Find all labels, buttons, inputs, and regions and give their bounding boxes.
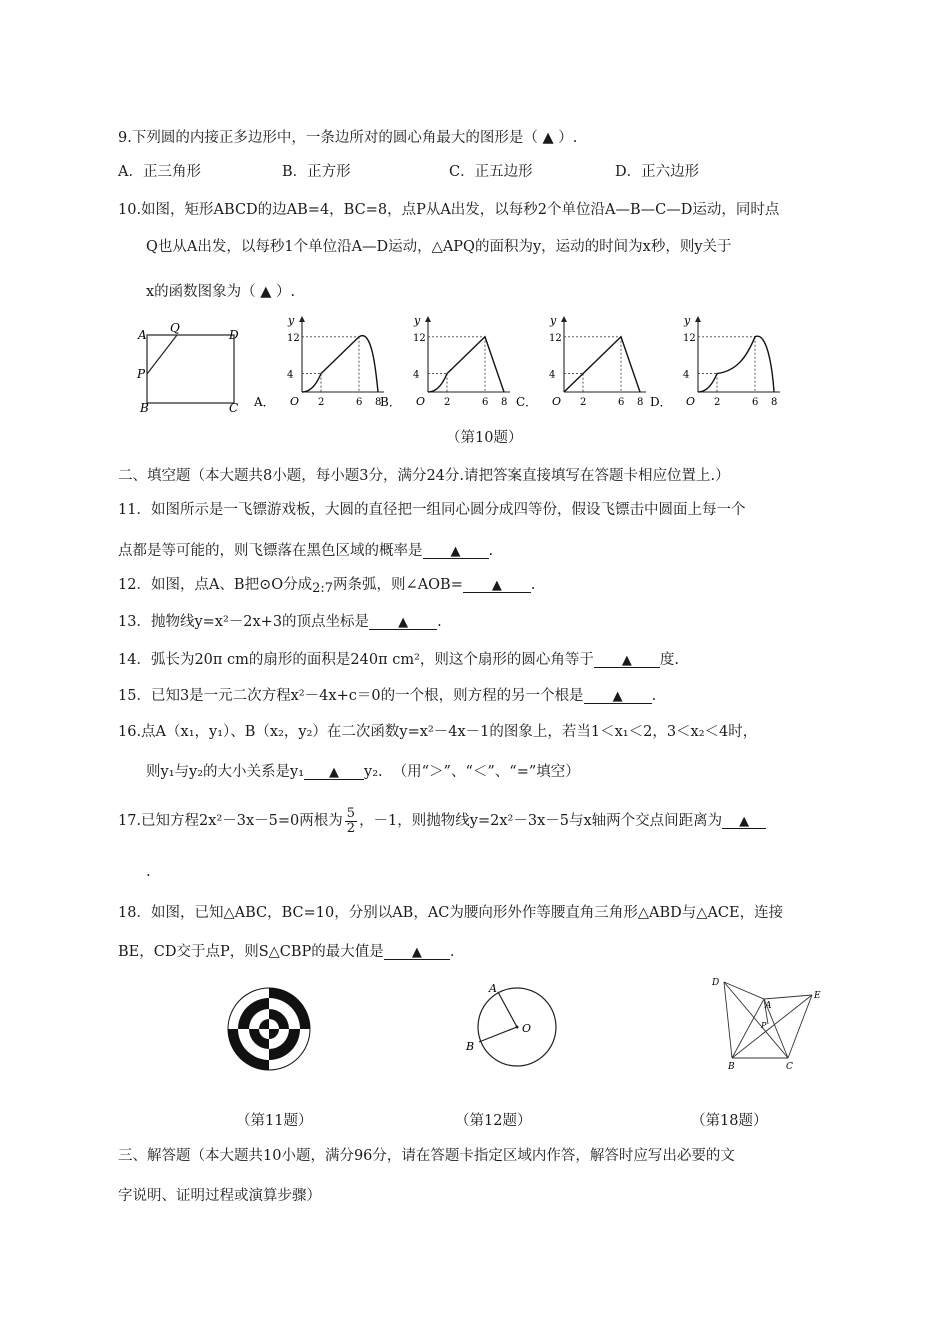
q10-graph-option-a: [254, 312, 384, 412]
label-d: D: [229, 328, 239, 342]
label-e: E: [814, 991, 821, 1001]
x-tick-label: 8: [771, 397, 778, 408]
y-tick-label: 12: [549, 332, 562, 344]
y-axis-label: y: [684, 314, 691, 327]
label-b: B: [466, 1040, 475, 1053]
y-tick-label: 12: [683, 332, 696, 344]
origin-label: O: [290, 395, 300, 408]
q17-tail: .: [146, 864, 151, 880]
label-q: Q: [170, 321, 180, 335]
fig12-caption: （第12题）: [455, 1113, 532, 1129]
y-tick-label: 12: [413, 332, 426, 344]
label-a: A: [765, 1001, 772, 1011]
option-letter: B．: [380, 395, 401, 409]
fig12-circle: [462, 980, 558, 1072]
x-tick-label: 2: [580, 397, 587, 408]
section-3-heading-line2: 字说明、证明过程或演算步骤）: [118, 1188, 321, 1204]
radius-oa: [498, 992, 517, 1027]
answer-blank: ▲: [369, 612, 437, 630]
label-b: B: [728, 1062, 735, 1072]
q10-graph-option-c: [516, 312, 646, 412]
segment-pq: [147, 335, 177, 374]
label-a: A: [489, 982, 497, 995]
fig11-caption: （第11题）: [236, 1113, 313, 1129]
x-tick-label: 2: [714, 397, 721, 408]
fig11-dartboard: [226, 986, 312, 1072]
y-tick-label: 4: [683, 369, 690, 381]
origin-label: O: [552, 395, 562, 408]
y-axis-label: y: [414, 314, 421, 327]
section-2-heading: 二、填空题（本大题共8小题，每小题3分，满分24分.请把答案直接填写在答题卡相应位置上.）: [118, 468, 730, 484]
y-axis-arrow: [561, 316, 567, 322]
q10-line3: x的函数图象为（ ▲ ）.: [146, 284, 296, 300]
x-tick-label: 6: [482, 397, 489, 408]
ratio: 2:7: [312, 581, 334, 596]
x-tick-label: 6: [752, 397, 759, 408]
x-tick-label: 2: [444, 397, 451, 408]
answer-blank: ▲: [384, 942, 450, 960]
label-c: C: [786, 1062, 793, 1072]
function-curve: [302, 336, 378, 392]
y-tick-label: 4: [549, 369, 556, 381]
rectangle-abcd: [147, 335, 234, 403]
answer-blank: ▲: [423, 541, 489, 559]
y-axis-arrow: [425, 316, 431, 322]
y-axis-label: y: [550, 314, 557, 327]
q10-graph-option-d: [650, 312, 780, 412]
q10-line2: Q也从A出发，以每秒1个单位沿A—D运动，△APQ的面积为y，运动的时间为x秒，则y关于: [146, 239, 732, 255]
function-curve: [698, 336, 774, 392]
fraction: $\frac{5}{2}$: [346, 805, 356, 836]
radius-ob: [479, 1027, 517, 1042]
label-p: P: [137, 367, 146, 381]
origin-label: O: [416, 395, 426, 408]
origin-label: O: [686, 395, 696, 408]
q16-line2: 则y₁与y₂的大小关系是y₁ ▲ y₂. （用“＞”、“＜”、“=”填空）: [146, 764, 580, 780]
q9-option-c: C．正五边形: [449, 164, 533, 180]
q10-line1: 10.如图，矩形ABCD的边AB=4，BC=8，点P从A出发，以每秒2个单位沿A—B—C—D运动，同时点: [118, 202, 780, 218]
option-letter: D．: [650, 395, 672, 409]
y-axis-label: y: [288, 314, 295, 327]
q17-line: 17.已知方程2x²－3x－5=0两根为 $\frac{5}{2}$ ，－1，则抛物线y=2x²－3x－5与x轴两个交点间距离为 ▲: [118, 806, 766, 836]
x-tick-label: 8: [501, 397, 508, 408]
label-c: C: [229, 401, 239, 412]
section-3-heading-line1: 三、解答题（本大题共10小题，满分96分，请在答题卡指定区域内作答，解答时应写出必要的文: [118, 1148, 735, 1164]
x-tick-label: 6: [356, 397, 363, 408]
x-tick-label: 8: [637, 397, 644, 408]
x-tick-label: 6: [618, 397, 625, 408]
q9-option-a: A．正三角形: [118, 164, 201, 180]
q9-option-b: B．正方形: [282, 164, 351, 180]
function-curve: [564, 337, 640, 392]
y-tick-label: 4: [287, 369, 294, 381]
label-d: D: [712, 978, 720, 988]
y-tick-label: 12: [287, 332, 300, 344]
y-tick-label: 4: [413, 369, 420, 381]
function-curve: [428, 337, 504, 392]
q18-line1: 18．如图，已知△ABC，BC=10，分别以AB，AC为腰向形外作等腰直角三角形△ABD与△ACE，连接: [118, 905, 784, 921]
q9-option-d: D．正六边形: [615, 164, 700, 180]
answer-blank: ▲: [463, 575, 531, 593]
x-tick-label: 2: [318, 397, 325, 408]
option-letter: C．: [516, 395, 538, 409]
fig18-triangles: [704, 972, 828, 1078]
answer-blank: ▲: [304, 762, 364, 780]
answer-blank: ▲: [584, 686, 652, 704]
fig18-caption: （第18题）: [691, 1113, 768, 1129]
y-axis-arrow: [695, 316, 701, 322]
q10-rectangle-figure: [135, 320, 247, 412]
q10-caption: （第10题）: [446, 430, 523, 446]
q11-line2: 点都是等可能的，则飞镖落在黑色区域的概率是 ▲ .: [118, 543, 494, 559]
q9-stem: 9.下列圆的内接正多边形中，一条边所对的圆心角最大的图形是（ ▲ ）.: [118, 130, 578, 146]
answer-blank: ▲: [594, 650, 660, 668]
q16-line1: 16.点A（x₁，y₁）、B（x₂，y₂）在二次函数y=x²－4x－1的图象上，若当1＜x₁＜2，3＜x₂＜4时，: [118, 724, 758, 740]
label-o: O: [522, 1022, 532, 1035]
q12-line: 12．如图，点A、B把⊙O分成2:7两条弧，则∠AOB= ▲ .: [118, 577, 536, 596]
q10-graph-option-b: [380, 312, 510, 412]
q18-line2: BE，CD交于点P，则S△CBP的最大值是 ▲ .: [118, 944, 455, 960]
option-letter: A．: [254, 395, 275, 409]
label-a: A: [138, 328, 147, 342]
answer-blank: ▲: [722, 811, 766, 829]
q13-line: 13．抛物线y=x²－2x+3的顶点坐标是 ▲ .: [118, 614, 442, 630]
label-b: B: [140, 401, 149, 412]
q14-line: 14．弧长为20π cm的扇形的面积是240π cm²，则这个扇形的圆心角等于 ▲ 度.: [118, 652, 680, 668]
q11-line1: 11．如图所示是一飞镖游戏板，大圆的直径把一组同心圆分成四等份，假设飞镖击中圆面上每一个: [118, 502, 746, 518]
y-axis-arrow: [299, 316, 305, 322]
q15-line: 15．已知3是一元二次方程x²－4x+c＝0的一个根，则方程的另一个根是 ▲ .: [118, 688, 657, 704]
x-tick-label: 8: [375, 397, 382, 408]
label-p: P: [761, 1021, 767, 1030]
